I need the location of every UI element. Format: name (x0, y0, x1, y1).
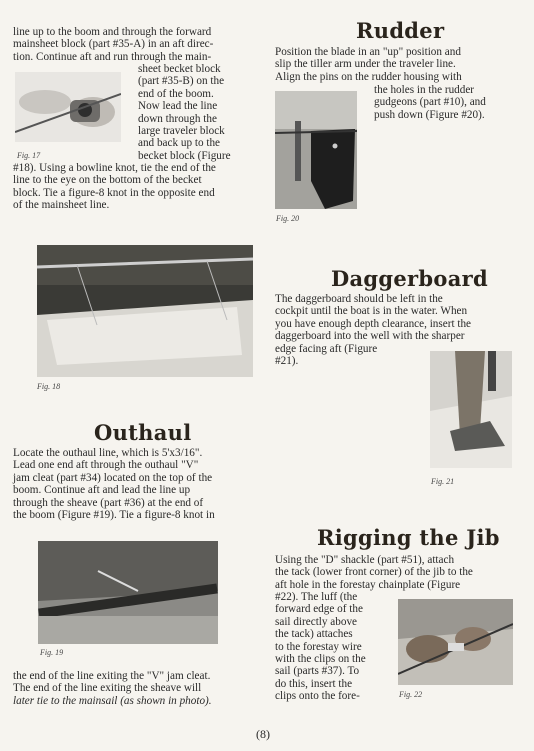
figure-20-caption: Fig. 20 (276, 214, 300, 223)
daggerboard-text: The daggerboard should be left in the cockpit until the boat is in the water. When you have enough depth clearance, insert the daggerboard into the well with the sharper (275, 293, 472, 343)
figure-19-photo (38, 541, 218, 644)
figure-18-photo (37, 245, 253, 377)
outhaul-text-tail: the end of the line exiting the "V" jam cleat. The end of the line exiting the sheave will later tie to the mainsail (as shown in photo). (13, 670, 212, 707)
mainsheet-text-tail: #18). Using a bowline knot, tie the end of the line to the eye on the bottom of the becket block. Tie a figure-8 knot in the opposite end of the mainsheet line. (13, 162, 216, 212)
figure-22-photo (398, 599, 513, 685)
jib-text: Using the "D" shackle (part #51), attach the tack (lower front corner) of the jib to the aft hole in the forestay chainplate (Figure (275, 554, 473, 591)
mainsheet-text-right: sheet becket block (part #35-B) on the end of the boom. Now lead the line down through the large traveler block and back up to the becket block (Figure (138, 63, 231, 162)
mainsheet-text-top: line up to the boom and through the forward mainsheet block (part #35-A) in an aft direc- tion. Continue aft and run through the main- (13, 26, 214, 63)
figure-17-photo (15, 72, 121, 142)
figure-19-caption: Fig. 19 (40, 648, 64, 657)
figure-22-caption: Fig. 22 (399, 690, 423, 699)
daggerboard-heading: Daggerboard (331, 266, 488, 291)
figure-18-caption: Fig. 18 (37, 382, 61, 391)
outhaul-heading: Outhaul (94, 420, 192, 445)
outhaul-text: Locate the outhaul line, which is 5'x3/16". Lead one end aft through the outhaul "V" jam cleat (part #34) located on the top of the boom. Continue aft and lead the line up through the sheave (part #36) at the end of the boom (Figure #19). Tie a figure-8 knot in (13, 447, 215, 522)
rudder-text-right: the holes in the rudder gudgeons (part #10), and push down (Figure #20). (374, 84, 486, 121)
rudder-text: Position the blade in an "up" position and slip the tiller arm under the traveler line. Align the pins on the rudder housing with (275, 46, 462, 83)
figure-21-photo (430, 351, 512, 468)
rigging-jib-heading: Rigging the Jib (317, 525, 500, 550)
jib-text-left: #22). The luff (the forward edge of the sail directly above the tack) attaches to the forestay wire with the clips on the sail (parts #37). To do this, insert the clips onto the fore- (275, 591, 366, 703)
rudder-heading: Rudder (356, 18, 445, 43)
page-number: (8) (256, 727, 270, 741)
figure-20-photo (275, 91, 357, 209)
figure-17-caption: Fig. 17 (17, 151, 41, 160)
figure-21-caption: Fig. 21 (431, 477, 455, 486)
daggerboard-text-left: edge facing aft (Figure #21). (275, 343, 378, 368)
